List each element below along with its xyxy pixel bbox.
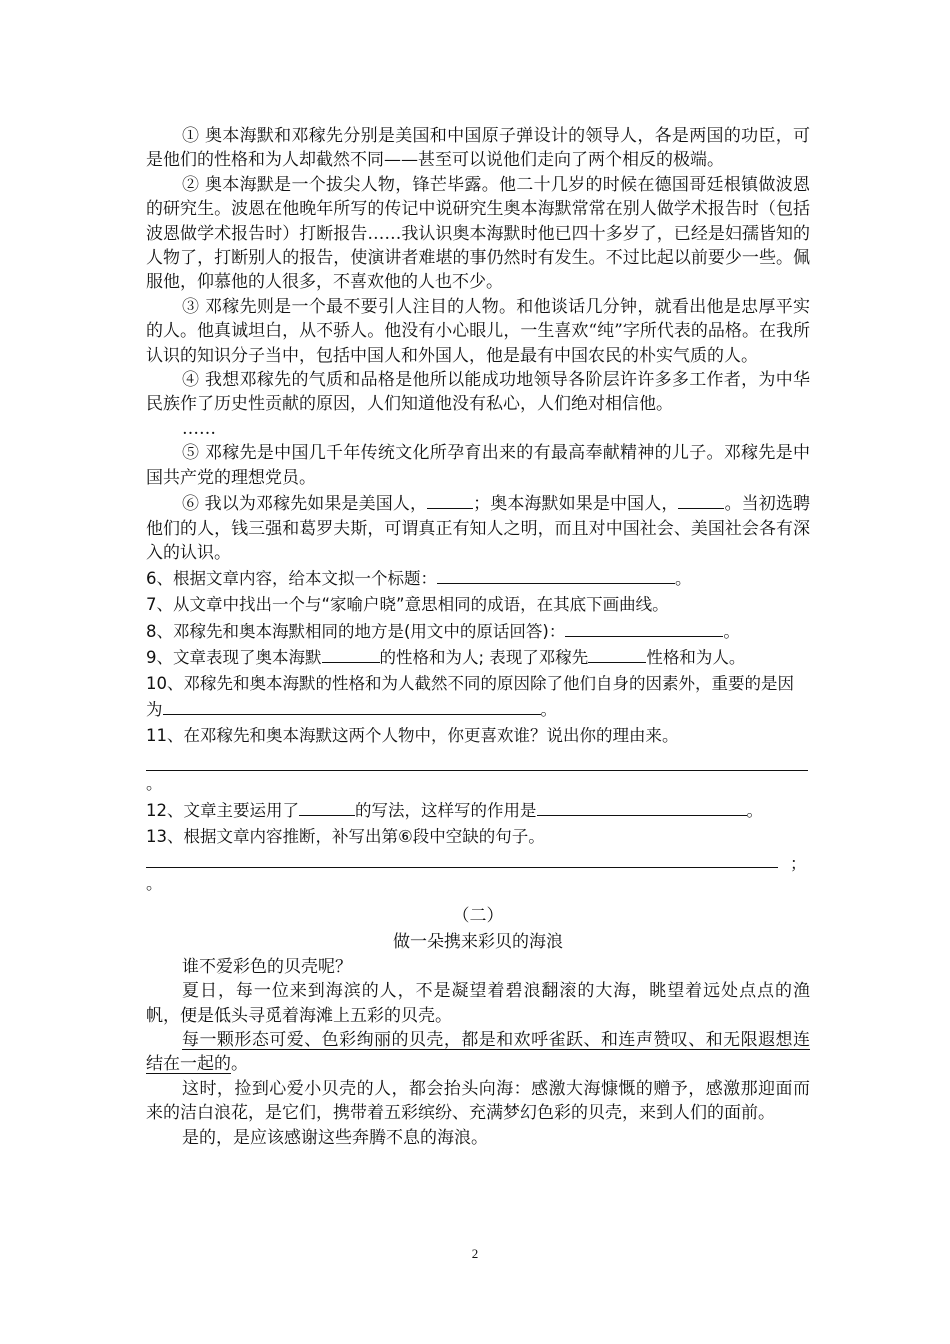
question-10-end: 。 [540, 700, 557, 720]
answer-blank-q6[interactable] [437, 565, 675, 584]
passage2-paragraph-3 [146, 1028, 810, 1077]
answer-blank-q8[interactable] [565, 618, 723, 637]
paragraph-1: ① 奥本海默和邓稼先分别是美国和中国原子弹设计的领导人，各是两国的功臣，可是他们的性格和为人却截然不同——甚至可以说他们走向了两个相反的极端。 [146, 126, 810, 171]
passage2-paragraph-1: 谁不爱彩色的贝壳呢？ [182, 956, 352, 977]
answer-blank-q12a[interactable] [299, 797, 355, 816]
question-12-end: 。 [746, 801, 763, 821]
paragraph-3: ③ 邓稼先则是一个最不要引人注目的人物。和他谈话几分钟，就看出他是忠厚平实的人。他真诚坦白，从不骄人。他没有小心眼儿，一生喜欢“纯”字所代表的品格。在我所认识的知识分子当中，包括中国人和外国人，他是最有中国农民的朴实气质的人。 [146, 296, 810, 366]
question-8 [146, 618, 810, 645]
answer-line-q13[interactable] [146, 849, 778, 868]
paragraph-6 [146, 490, 810, 565]
passage2-paragraph-3-end: 。 [231, 1054, 248, 1075]
passage-title: 做一朵携来彩贝的海浪 [393, 931, 563, 952]
question-9-part-b: 的性格和为人; 表现了邓稼先 [379, 648, 589, 668]
question-13-semicolon: ； [790, 854, 807, 874]
passage2-paragraph-4: 这时，捡到心爱小贝壳的人，都会抬头向海：感激大海慷慨的赠予，感激那迎面而来的洁白浪花，是它们，携带着五彩缤纷、充满梦幻色彩的贝壳，来到人们的面前。 [146, 1078, 810, 1124]
section-heading: （二） [452, 905, 504, 926]
answer-blank-q12b[interactable] [537, 797, 747, 816]
question-11-end: 。 [146, 774, 163, 794]
question-10-text: 10、邓稼先和奥本海默的性格和为人截然不同的原因除了他们自身的因素外，重要的是因为 [146, 673, 794, 720]
question-12 [146, 797, 810, 824]
question-6 [146, 565, 810, 592]
paragraph-4: ④ 我想邓稼先的气质和品格是他所以能成功地领导各阶层许许多多工作者，为中华民族作了历史性贡献的原因，人们知道他没有私心，人们绝对相信他。 [146, 370, 810, 415]
question-11: 11、在邓稼先和奥本海默这两个人物中，你更喜欢谁？说出你的理由来。 [146, 725, 679, 745]
question-7: 7、从文章中找出一个与“家喻户晓”意思相同的成语，在其底下画曲线。 [146, 594, 669, 614]
answer-blank-6a[interactable] [427, 490, 473, 509]
passage2-paragraph-2: 夏日，每一位来到海滨的人，不是凝望着碧浪翻滚的大海，眺望着远处点点的渔帆，便是低头寻觅着海滩上五彩的贝壳。 [146, 981, 810, 1026]
paragraph-5: ⑤ 邓稼先是中国几千年传统文化所孕育出来的有最高奉献精神的儿子。邓稼先是中国共产党的理想党员。 [146, 443, 810, 488]
question-13: 13、根据文章内容推断，补写出第⑥段中空缺的句子。 [146, 826, 545, 846]
answer-blank-q9a[interactable] [322, 644, 380, 663]
passage2-paragraph-5: 是的，是应该感谢这些奔腾不息的海浪。 [182, 1127, 488, 1148]
paragraph-6-part-b: ；奥本海默如果是中国人， [473, 494, 679, 515]
question-9-part-c: 性格和为人。 [646, 648, 746, 668]
answer-blank-q9b[interactable] [588, 644, 646, 663]
question-6-end: 。 [675, 569, 692, 589]
question-10 [146, 671, 810, 723]
question-12-part-a: 12、文章主要运用了 [146, 801, 299, 821]
ellipsis-line: …… [182, 418, 216, 439]
paragraph-6-part-a: ⑥ 我以为邓稼先如果是美国人， [182, 494, 428, 515]
answer-blank-q10[interactable] [163, 696, 541, 715]
question-13-answer-row [146, 849, 810, 874]
question-9 [146, 644, 810, 671]
page-number: 2 [471, 1246, 479, 1261]
paragraph-2: ② 奥本海默是一个拔尖人物，锋芒毕露。他二十几岁的时候在德国哥廷根镇做波恩的研究生。波恩在他晚年所写的传记中说研究生奥本海默常常在别人做学术报告时（包括波恩做学术报告时）打断报告……我认识奥本海默时他已四十多岁了，已经是妇孺皆知的人物了，打断别人的报告，使演讲者难堪的事仍然时有发生。不过比起以前要少一些。佩服他，仰慕他的人很多，不喜欢他的人也不少。 [146, 174, 810, 293]
page-content [146, 124, 810, 1150]
underlined-sentence: 每一颗形态可爱、色彩绚丽的贝壳，都是和欢呼雀跃、和连声赞叹、和无限遐想连结在一起的 [146, 1030, 810, 1075]
question-6-text: 6、根据文章内容，给本文拟一个标题： [146, 569, 437, 589]
question-13-end: 。 [146, 874, 163, 894]
question-9-part-a: 9、文章表现了奥本海默 [146, 648, 322, 668]
question-8-text: 8、邓稼先和奥本海默相同的地方是(用文中的原话回答)： [146, 621, 566, 641]
paragraph-6-part-c: 。当初选聘他们的人，钱三强和葛罗夫斯，可谓真正有知人之明，而且对中国社会、美国社会各有深入的认识。 [146, 494, 811, 563]
answer-blank-6b[interactable] [678, 490, 724, 509]
question-12-part-b: 的写法，这样写的作用是 [355, 801, 537, 821]
question-8-end: 。 [723, 621, 740, 641]
